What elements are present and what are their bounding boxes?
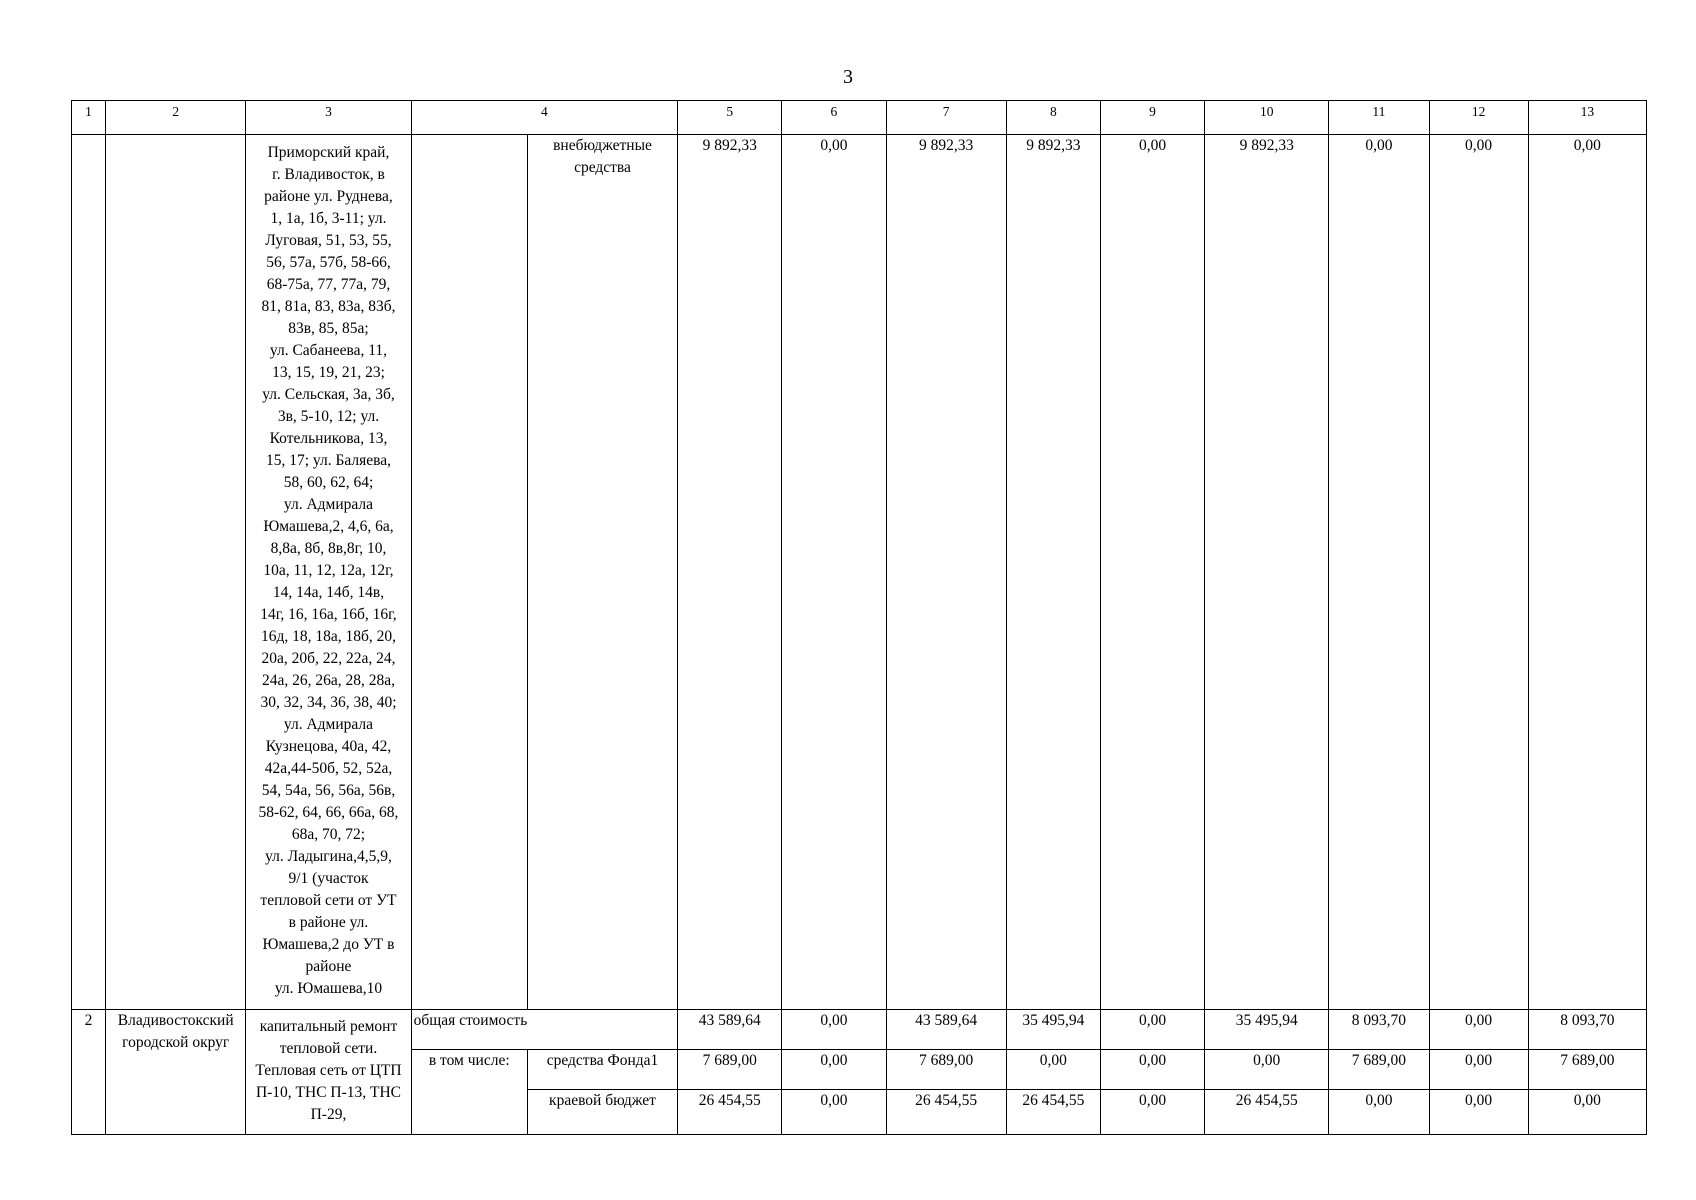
header-cell: 4 [411, 101, 678, 135]
address-line: 10а, 11, 12, 12а, 12г, [263, 562, 394, 579]
address-line: 30, 32, 34, 36, 38, 40; [260, 694, 397, 711]
header-cell: 10 [1205, 101, 1329, 135]
value-cell: 26 454,55 [1205, 1090, 1329, 1135]
municipality-cell: Владивостокский городской округ [106, 1010, 246, 1135]
value-cell: 0,00 [1429, 135, 1528, 1010]
address-line: 56, 57а, 57б, 58-66, [266, 254, 391, 271]
address-line: 20а, 20б, 22, 22а, 24, [261, 650, 396, 667]
address-line: 58-62, 64, 66, 66а, 68, [258, 804, 399, 821]
municipality-cell [106, 135, 246, 1010]
table-row [72, 1010, 1647, 1050]
value-cell: 43 589,64 [678, 1010, 782, 1050]
header-cell: 6 [782, 101, 886, 135]
address-line: районе [305, 958, 352, 975]
value-cell: 0,00 [782, 1010, 886, 1050]
funding-source-cell: краевой бюджет [527, 1090, 677, 1135]
address-line: ул. Адмирала [283, 716, 374, 733]
address-line: 68-75а, 77, 77а, 79, [266, 276, 391, 293]
address-line: 9/1 (участок [288, 870, 369, 887]
address-line: 1, 1а, 1б, 3-11; ул. [270, 210, 387, 227]
address-line: Луговая, 51, 53, 55, [265, 232, 392, 249]
funding-source-cell: внебюджетные средства [527, 135, 677, 1010]
address-line: 15, 17; ул. Баляева, [265, 452, 391, 469]
address-line: ул. Адмирала [283, 496, 374, 513]
value-cell: 8 093,70 [1329, 1010, 1429, 1050]
value-cell: 0,00 [782, 1090, 886, 1135]
value-cell: 0,00 [1528, 1090, 1646, 1135]
value-cell: 0,00 [1528, 135, 1646, 1010]
address-line: 54, 54а, 56, 56а, 56в, [261, 782, 396, 799]
value-cell: 26 454,55 [678, 1090, 782, 1135]
value-cell: 35 495,94 [1006, 1010, 1100, 1050]
address-line: ул. Юмашева,10 [274, 980, 383, 997]
value-cell: 0,00 [1429, 1050, 1528, 1090]
funding-source-cell: средства Фонда1 [527, 1050, 677, 1090]
value-cell: 9 892,33 [1006, 135, 1100, 1010]
value-cell: 26 454,55 [1006, 1090, 1100, 1135]
address-line: в районе ул. [288, 914, 369, 931]
address-line: 24а, 26, 26а, 28, 28а, [261, 672, 395, 689]
header-cell: 13 [1528, 101, 1646, 135]
address-line: 3в, 5-10, 12; ул. [277, 408, 380, 425]
address-line: Юмашева,2 до УТ в [262, 936, 395, 953]
address-line: Юмашева,2, 4,6, 6а, [263, 518, 394, 535]
address-line: 16д, 18, 18а, 18б, 20, [260, 628, 396, 645]
value-cell: 0,00 [782, 1050, 886, 1090]
value-cell: 43 589,64 [886, 1010, 1006, 1050]
address-line: 68а, 70, 72; [291, 826, 366, 843]
value-cell: 0,00 [1100, 1090, 1204, 1135]
address-line: 81, 81а, 83, 83а, 83б, [261, 298, 396, 315]
value-cell: 7 689,00 [1528, 1050, 1646, 1090]
value-cell: 0,00 [1100, 1010, 1204, 1050]
address-line: Приморский край, [267, 144, 390, 161]
value-cell: 7 689,00 [1329, 1050, 1429, 1090]
value-cell: 0,00 [1100, 135, 1204, 1010]
value-cell: 0,00 [1429, 1090, 1528, 1135]
address-line: 83в, 85, 85а; [288, 320, 369, 337]
address-line: 8,8а, 8б, 8в,8г, 10, [270, 540, 387, 557]
value-cell: 0,00 [1205, 1050, 1329, 1090]
page-number: 3 [843, 66, 853, 88]
value-cell: 8 093,70 [1528, 1010, 1646, 1050]
address-line: 14, 14а, 14б, 14в, [272, 584, 385, 601]
value-cell: 26 454,55 [886, 1090, 1006, 1135]
value-cell: 9 892,33 [886, 135, 1006, 1010]
value-cell: 0,00 [1429, 1010, 1528, 1050]
column-numbers-row [72, 101, 1647, 135]
address-line: ул. Сельская, 3а, 3б, [262, 386, 395, 403]
header-cell: 5 [678, 101, 782, 135]
header-cell: 7 [886, 101, 1006, 135]
table-row [72, 135, 1647, 1010]
value-cell: 7 689,00 [886, 1050, 1006, 1090]
value-cell: 0,00 [782, 135, 886, 1010]
header-cell: 12 [1429, 101, 1528, 135]
address-line: тепловой сети от УТ [260, 892, 397, 909]
address-line: Котельникова, 13, [269, 430, 388, 447]
value-cell: 0,00 [1006, 1050, 1100, 1090]
value-cell: 0,00 [1329, 1090, 1429, 1135]
address-line: 42а,44-50б, 52, 52а, [264, 760, 393, 777]
header-cell: 2 [106, 101, 246, 135]
address-line: 13, 15, 19, 21, 23; [272, 364, 385, 381]
value-cell: 35 495,94 [1205, 1010, 1329, 1050]
address-cell [246, 135, 411, 1010]
address-line: ул. Сабанеева, 11, [269, 342, 388, 359]
description-cell: капитальный ремонт тепловой сети. Тепловая сеть от ЦТП П-10, ТНС П-13, ТНС П-29, [246, 1010, 411, 1135]
header-cell: 1 [72, 101, 106, 135]
header-cell: 9 [1100, 101, 1204, 135]
address-line: г. Владивосток, в [272, 166, 385, 183]
row-number-cell: 2 [72, 1010, 106, 1135]
including-cell [411, 135, 527, 1010]
financing-table [71, 100, 1647, 1135]
address-line: Кузнецова, 40а, 42, [265, 738, 392, 755]
header-cell: 11 [1329, 101, 1429, 135]
header-cell: 3 [246, 101, 411, 135]
value-cell: 0,00 [1100, 1050, 1204, 1090]
address-line: 58, 60, 62, 64; [283, 474, 374, 491]
address-line: районе ул. Руднева, [264, 188, 393, 205]
address-line: ул. Ладыгина,4,5,9, [265, 848, 392, 865]
value-cell: 9 892,33 [678, 135, 782, 1010]
row-number-cell [72, 135, 106, 1010]
value-cell: 0,00 [1329, 135, 1429, 1010]
total-cost-label: общая стоимость [411, 1010, 678, 1050]
header-cell: 8 [1006, 101, 1100, 135]
including-label: в том числе: [411, 1050, 527, 1135]
value-cell: 9 892,33 [1205, 135, 1329, 1010]
address-line: 14г, 16, 16а, 16б, 16г, [260, 606, 397, 623]
value-cell: 7 689,00 [678, 1050, 782, 1090]
